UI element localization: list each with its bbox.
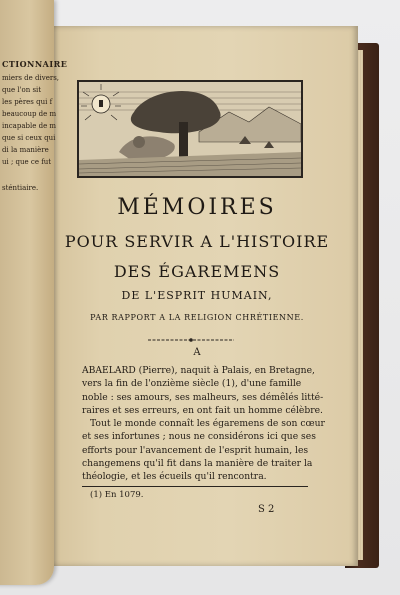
footnote-rule	[82, 486, 308, 487]
section-letter: A	[193, 347, 201, 358]
paragraph-1	[82, 364, 324, 417]
text-line: Tout le monde connaît les égaremens de son cœur	[90, 418, 325, 430]
engraved-vignette	[77, 80, 303, 178]
subtitle-line-3: DE L'ESPRIT HUMAIN,	[121, 289, 273, 302]
left-page-heading: CTIONNAIRE	[2, 59, 68, 69]
text-line: raires et ses erreurs, en ont fait un homme célèbre.	[82, 404, 323, 416]
left-page-fragment: di la manière	[2, 146, 49, 154]
subtitle-line-2: DES ÉGAREMENS	[113, 262, 281, 281]
ornamental-rule	[148, 338, 234, 342]
text-line: vers la fin de l'onzième siècle (1), d'une famille	[82, 378, 302, 390]
page-title: MÉMOIRES	[117, 195, 277, 220]
text-line: ABAELARD (Pierre), naquit à Palais, en Bretagne,	[82, 365, 315, 376]
text-line: efforts pour l'avancement de l'esprit humain, les	[82, 444, 309, 456]
paragraph-2	[82, 417, 325, 483]
left-page-fragment: que l'on sit	[2, 86, 42, 94]
left-page-fragment: beaucoup de m	[2, 110, 57, 118]
left-page-fragment: sténtiaire.	[2, 184, 39, 192]
left-page-fragment: miers de divers,	[2, 74, 60, 82]
footnote: (1) En 1079.	[90, 490, 144, 500]
left-page-fragment: ui ; que ce fut	[2, 158, 52, 166]
text-line: et ses infortunes ; nous ne considérons ici que ses	[82, 431, 316, 443]
text-line: noble : ses amours, ses malheurs, ses démêlés litté-	[82, 391, 324, 403]
signature-mark: S 2	[258, 504, 275, 515]
text-line: changemens qu'il fit dans la manière de traiter la	[82, 458, 313, 470]
left-page-fragment: que si ceux qui	[2, 134, 56, 142]
text-line: théologie, et les écueils qu'il rencontra.	[82, 471, 267, 483]
left-page-fragment: les pères qui f	[2, 98, 53, 106]
subtitle-line-1: POUR SERVIR A L'HISTOIRE	[64, 232, 330, 251]
subtitle-line-4: PAR RAPPORT A LA RELIGION CHRÉTIENNE.	[90, 313, 304, 322]
body-text	[82, 364, 325, 484]
left-page-fragment: incapable de m	[2, 122, 57, 130]
